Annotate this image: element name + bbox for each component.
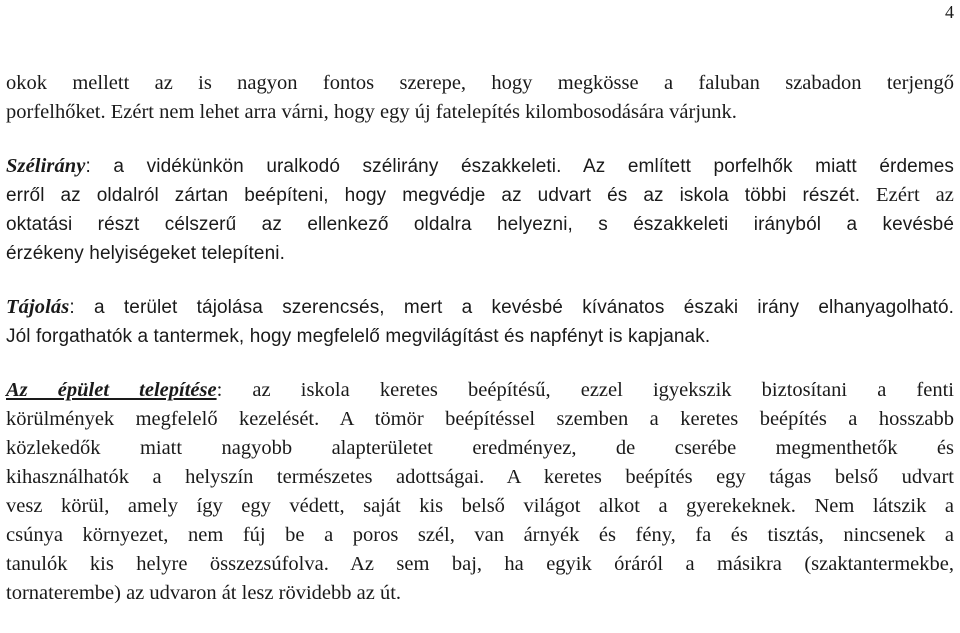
- paragraph-dust: [6, 69, 954, 127]
- text-line: [6, 405, 954, 434]
- text-line: tornaterembe) az udvaron át lesz rövidebb az út.: [6, 582, 402, 604]
- text-line: porfelhőket. Ezért nem lehet arra várni, hogy egy új fatelepítés kilombosodására várjunk.: [6, 101, 737, 123]
- text-line: okok mellett az is nagyon fontos szerepe, hogy megkösse a faluban szabadon terjengő: [6, 72, 954, 94]
- text-span: : az iskola keretes beépítésű, ezzel igyekszik biztosítani a fenti: [216, 379, 954, 401]
- text-span: körülmények megfelelő kezelését.: [6, 408, 320, 430]
- text-span: vesz körül, amely így egy védett, saját kis belső világot alkot a gyerekeknek.: [6, 495, 796, 517]
- paragraph-wind-direction: [6, 152, 954, 268]
- page-number: 4: [945, 2, 954, 22]
- text-line: [6, 492, 954, 521]
- text-line: oktatási részt célszerű az ellenkező oldalra helyezni, s északkeleti irányból a kevésbé: [6, 214, 954, 235]
- text-line: érzékeny helyiségeket telepíteni.: [6, 243, 285, 264]
- text-span: Ezért az: [860, 184, 955, 206]
- text-span: : a vidékünkön uralkodó szélirány északkeleti.: [85, 156, 562, 177]
- text-line: [6, 293, 954, 322]
- paragraph-building-placement: [6, 376, 954, 608]
- text-line: közlekedők miatt nagyobb alapterületet eredményez, de cserébe megmenthetők és: [6, 437, 954, 459]
- text-line: Jól forgathatók a tantermek, hogy megfelelő megvilágítást és napfényt is kapjanak.: [6, 326, 711, 347]
- text-span: A keretes beépítés egy tágas belső udvart: [484, 466, 954, 488]
- text-span: Az említett porfelhők miatt érdemes: [561, 156, 954, 177]
- term-wind-direction: Szélirány: [6, 155, 86, 177]
- text-span: : a terület tájolása szerencsés, mert a kevésbé kívánatos északi irány elhanyagolható.: [69, 297, 954, 318]
- text-line: [6, 152, 954, 181]
- text-line: [6, 181, 954, 210]
- paragraph-orientation: [6, 293, 954, 351]
- term-orientation: Tájolás: [6, 296, 70, 318]
- text-line: [6, 463, 954, 492]
- text-span: Nem látszik a: [795, 495, 954, 517]
- text-line: [6, 376, 954, 405]
- text-line: csúnya környezet, nem fúj be a poros szél, van árnyék és fény, fa és tisztás, nincsenek a: [6, 524, 954, 546]
- text-span: A tömör beépítéssel szemben a keretes beépítés a hosszabb: [319, 408, 954, 430]
- text-line: tanulók kis helyre összezsúfolva. Az sem baj, ha egyik óráról a másikra (szaktantermekbe,: [6, 553, 954, 575]
- text-span: erről az oldalról zártan beépíteni, hogy megvédje az udvart és az iskola többi részét.: [6, 185, 861, 206]
- document-body: [6, 69, 954, 633]
- text-span: kihasználhatók a helyszín természetes adottságai.: [6, 466, 485, 488]
- term-building-placement: Az épület telepítése: [6, 379, 217, 401]
